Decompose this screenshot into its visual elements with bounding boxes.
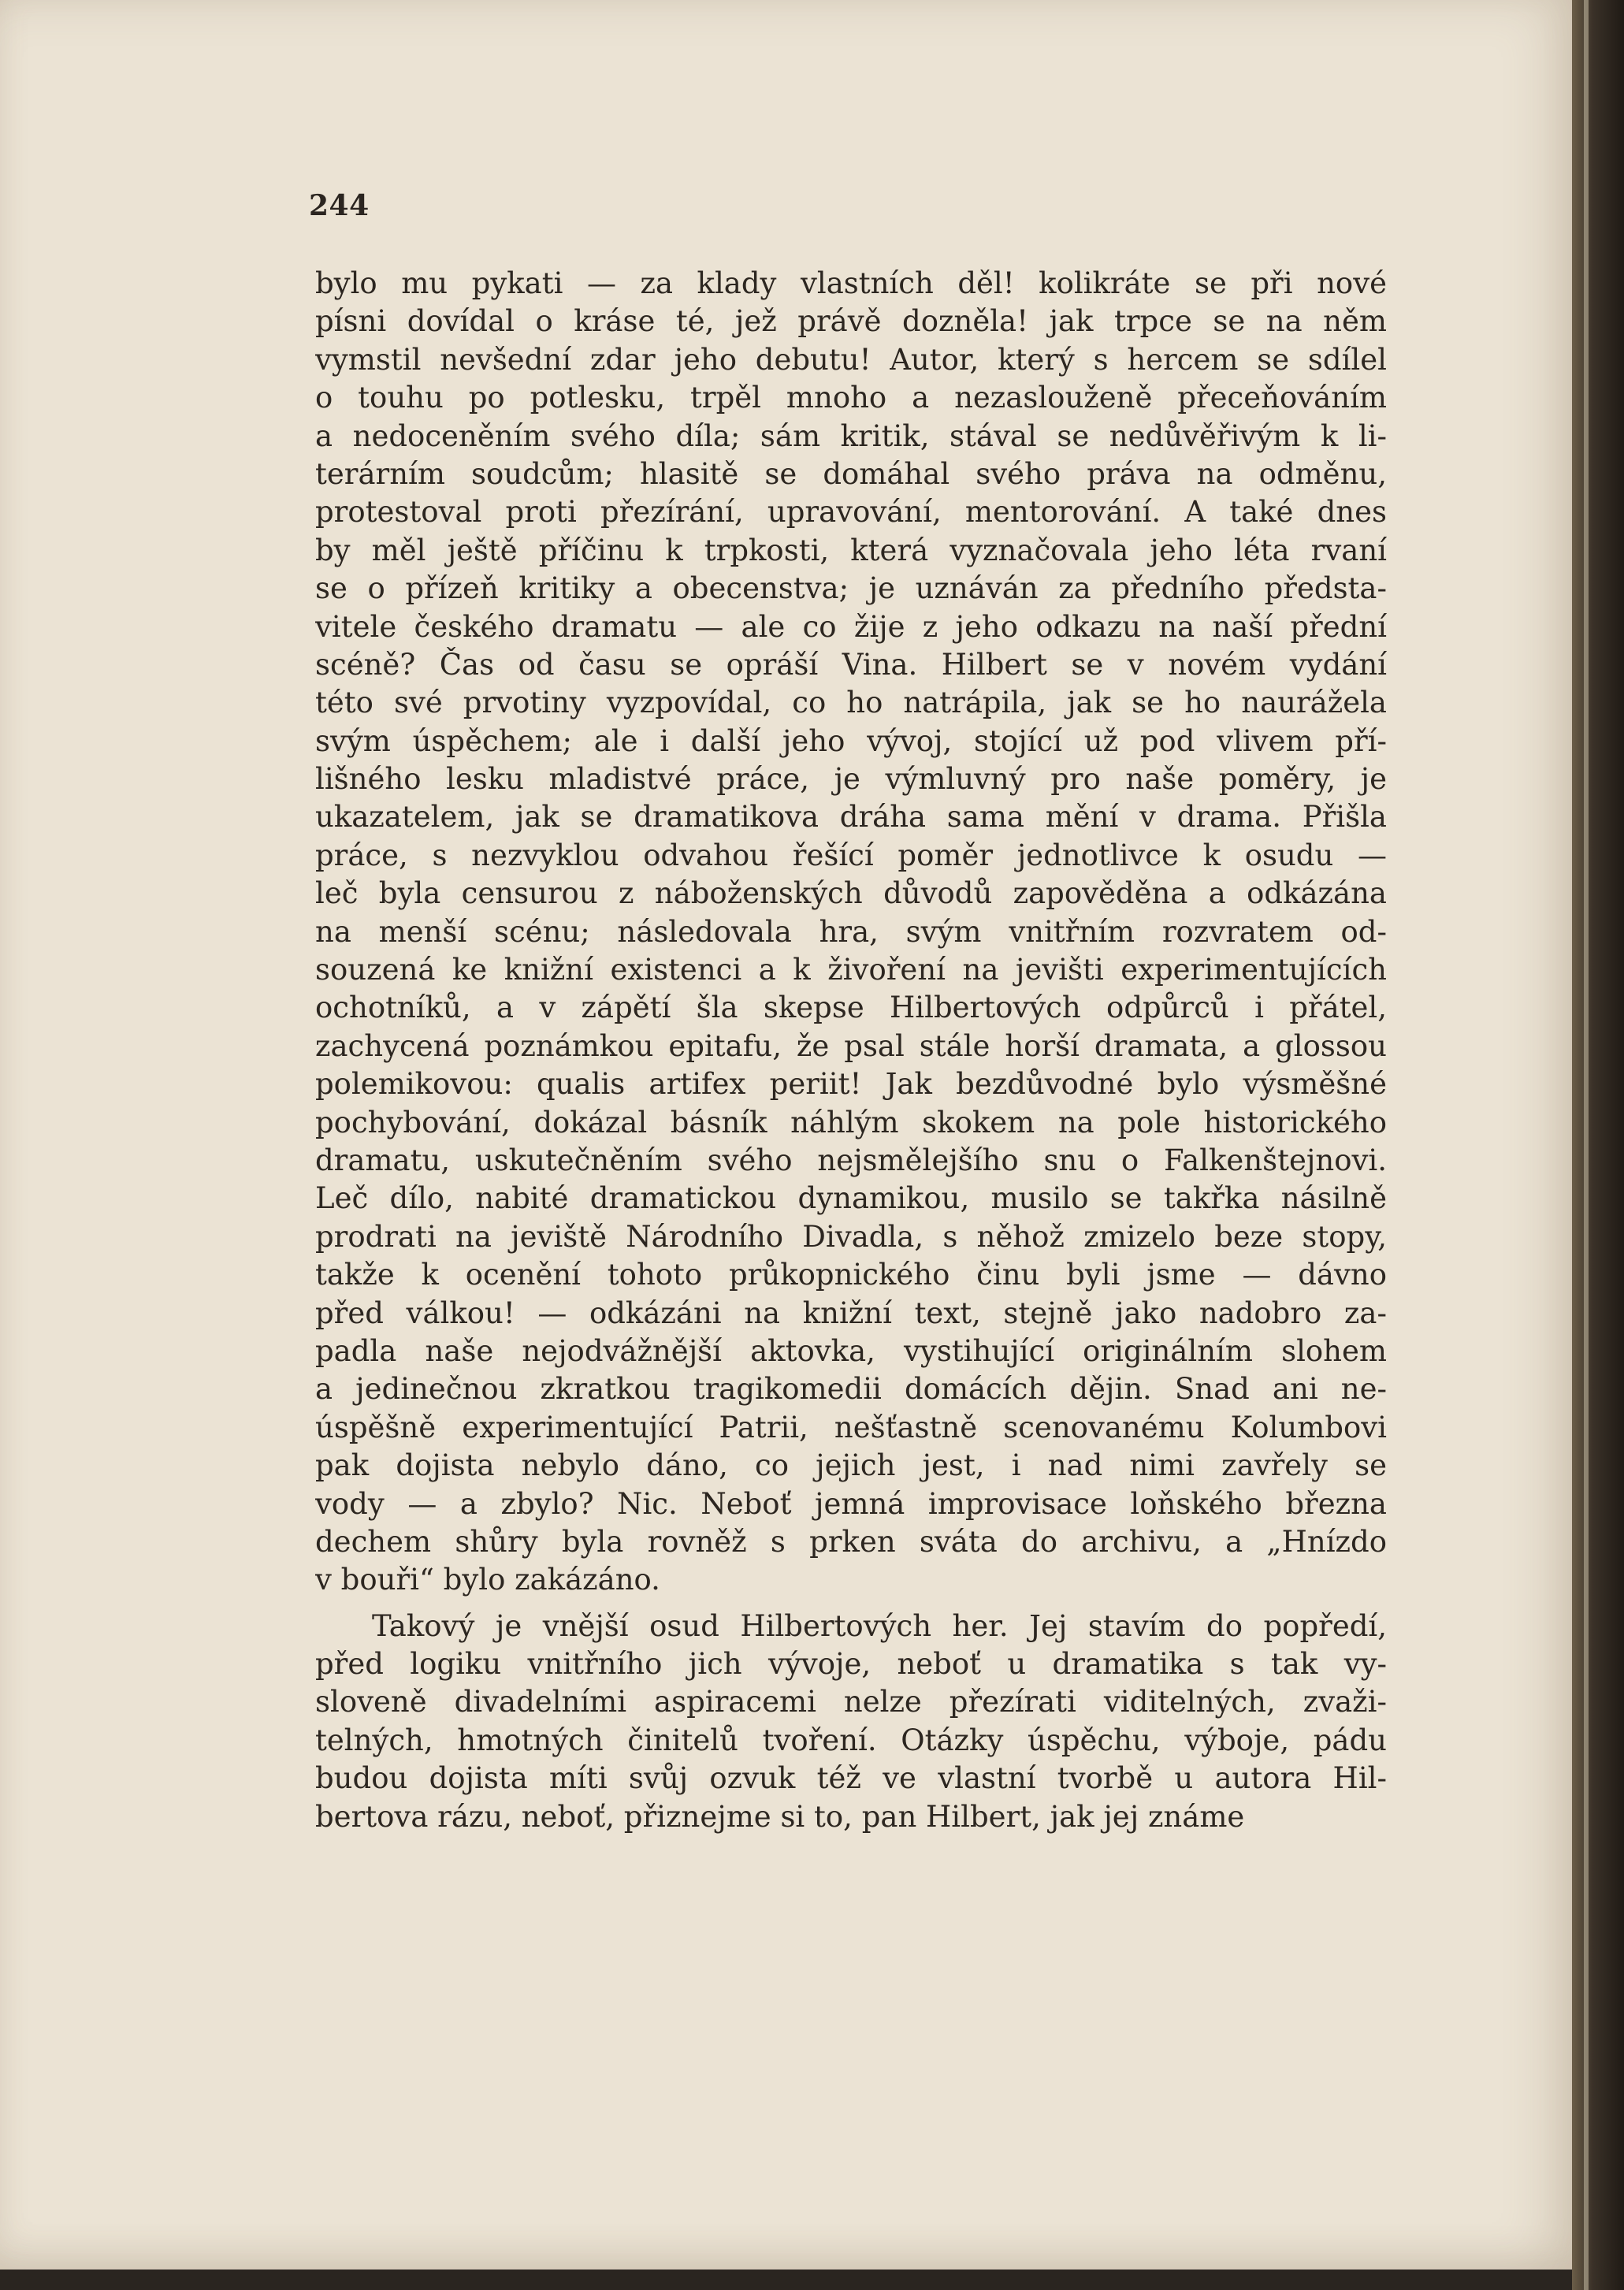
text-line: úspěšně experimentující Patrii, nešťastně scenovanému Kolumbovi [315, 1410, 1387, 1444]
page-bottom-edge [0, 2270, 1572, 2290]
text-line: polemikovou: qualis artifex periit! Jak bezdůvodné bylo výsměšné [315, 1067, 1387, 1102]
text-line: scéně? Čas od času se opráší Vina. Hilbert se v novém vydání [315, 647, 1387, 682]
text-line: před válkou! — odkázáni na knižní text, stejně jako nadobro za- [315, 1296, 1387, 1330]
text-line: této své prvotiny vyzpovídal, co ho natrápila, jak se ho naurážela [315, 686, 1387, 720]
text-line: před logiku vnitřního jich vývoje, neboť u dramatika s tak vy- [315, 1647, 1387, 1682]
text-line: pak dojista nebylo dáno, co jejich jest, i nad nimi zavřely se [315, 1448, 1387, 1483]
text-line: a jedinečnou zkratkou tragikomedii domácích dějin. Snad ani ne- [315, 1372, 1387, 1407]
text-line: vody — a zbylo? Nic. Neboť jemná improvisace loňského března [315, 1486, 1387, 1521]
text-line: práce, s nezvyklou odvahou řešící poměr jednotlivce k osudu — [315, 838, 1387, 872]
text-line: budou dojista míti svůj ozvuk též ve vlastní tvorbě u autora Hil- [315, 1761, 1387, 1796]
text-line: ochotníků, a v zápětí šla skepse Hilbertových odpůrců i přátel, [315, 991, 1387, 1025]
text-line: sloveně divadelními aspiracemi nelze přezírati viditelných, zvaži- [315, 1685, 1387, 1719]
text-line: se o přízeň kritiky a obecenstva; je uznáván za předního předsta- [315, 571, 1387, 606]
text-line: by měl ještě příčinu k trpkosti, která vyznačovala jeho léta rvaní [315, 533, 1387, 567]
text-line: dechem shůry byla rovněž s prken sváta do archivu, a „Hnízdo [315, 1524, 1387, 1559]
text-line: bylo mu pykati — za klady vlastních děl! kolikráte se při nové [315, 266, 1387, 300]
paragraph [315, 265, 1387, 1600]
text-line: padla naše nejodvážnější aktovka, vystihující originálním slohem [315, 1333, 1387, 1368]
text-line: svým úspěchem; ale i další jeho vývoj, stojící už pod vlivem pří- [315, 723, 1387, 758]
text-line: bertova rázu, neboť, přiznejme si to, pan Hilbert, jak jej známe [315, 1799, 1245, 1834]
text-line: telných, hmotných činitelů tvoření. Otázky úspěchu, výboje, pádu [315, 1723, 1387, 1757]
text-line: ukazatelem, jak se dramatikova dráha sama mění v drama. Přišla [315, 800, 1387, 835]
text-line: takže k ocenění tohoto průkopnického činu byli jsme — dávno [315, 1258, 1387, 1292]
adjacent-page-edge [1584, 0, 1589, 2290]
text-line: lišného lesku mladistvé práce, je výmluvný pro naše poměry, je [315, 762, 1387, 797]
text-line: Takový je vnější osud Hilbertových her. Jej stavím do popředí, [372, 1608, 1387, 1643]
text-line: na menší scénu; následovala hra, svým vnitřním rozvratem od- [315, 914, 1387, 949]
text-line: terárním soudcům; hlasitě se domáhal svého práva na odměnu, [315, 456, 1387, 491]
text-line: prodrati na jeviště Národního Divadla, s něhož zmizelo beze stopy, [315, 1219, 1387, 1254]
text-line: leč byla censurou z náboženských důvodů zapověděna a odkázána [315, 876, 1387, 911]
text-line: Leč dílo, nabité dramatickou dynamikou, musilo se takřka násilně [315, 1181, 1387, 1216]
paragraph-gap [315, 1600, 1387, 1608]
paragraph [315, 1608, 1387, 1836]
text-line: o touhu po potlesku, trpěl mnoho a nezaslouženě přeceňováním [315, 381, 1387, 415]
body-text [315, 265, 1387, 1836]
text-line: písni dovídal o kráse té, jež právě dozněla! jak trpce se na něm [315, 304, 1387, 339]
text-line: vymstil nevšední zdar jeho debutu! Autor, který s hercem se sdílel [315, 342, 1387, 377]
text-line: dramatu, uskutečněním svého nejsmělejšího snu o Falkenštejnovi. [315, 1143, 1387, 1177]
text-line: zachycená poznámkou epitafu, že psal stále horší dramata, a glossou [315, 1028, 1387, 1063]
book-spine-gutter [1572, 0, 1624, 2290]
text-line: vitele českého dramatu — ale co žije z jeho odkazu na naší přední [315, 609, 1387, 644]
text-line: souzená ke knižní existenci a k živoření na jevišti experimentujících [315, 953, 1387, 987]
text-line: v bouři“ bylo zakázáno. [315, 1563, 660, 1597]
text-line: protestoval proti přezírání, upravování, mentorování. A také dnes [315, 495, 1387, 530]
text-line: pochybování, dokázal básník náhlým skokem na pole historického [315, 1105, 1387, 1139]
text-line: a nedoceněním svého díla; sám kritik, stával se nedůvěřivým k li- [315, 418, 1387, 453]
page-number: 244 [309, 189, 370, 222]
